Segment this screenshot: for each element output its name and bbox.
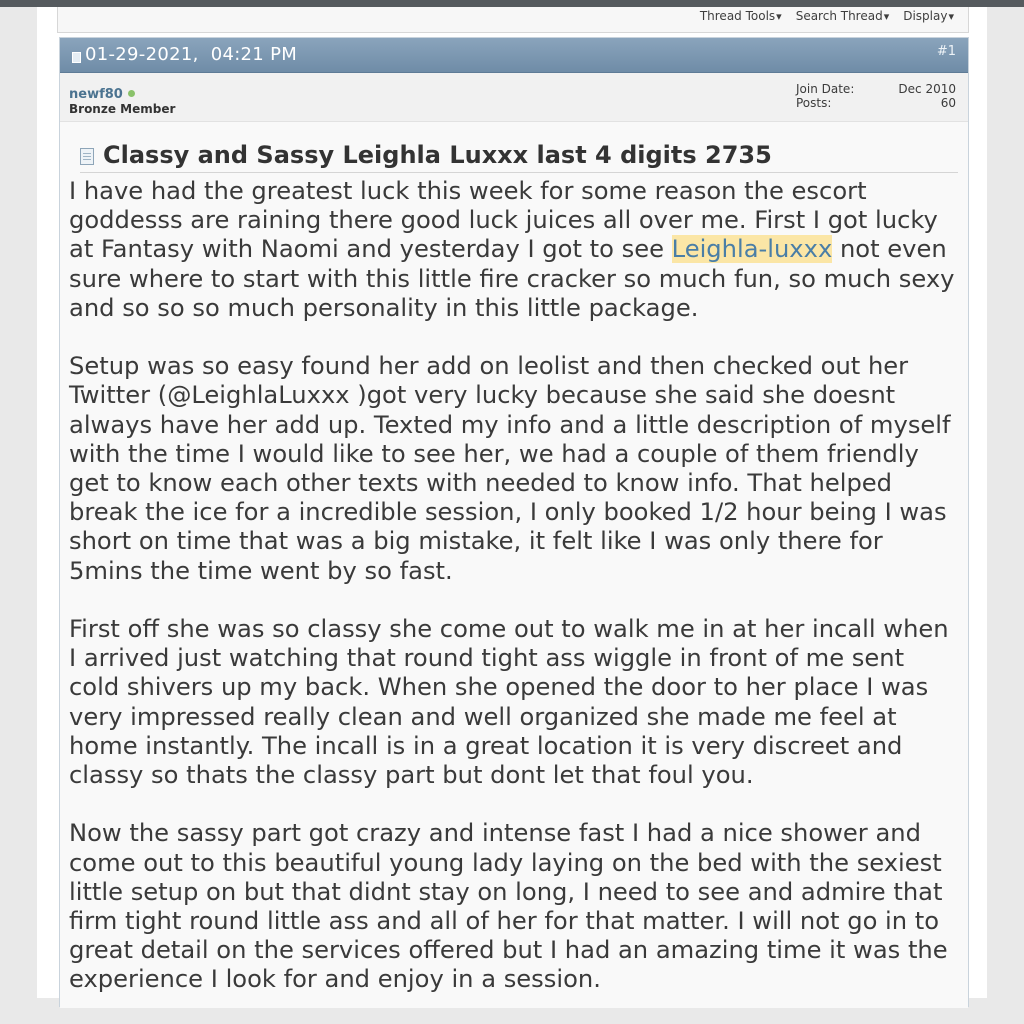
user-rank: Bronze Member <box>69 102 176 116</box>
user-info <box>60 73 968 122</box>
username[interactable]: newf80 <box>69 87 123 102</box>
paragraph-1-text-before: I have had the greatest luck this week for some reason the escort goddesss are raining there good luck juices all over me. First I got lucky at Fantasy with Naomi and yesterday I got to see <box>69 177 938 264</box>
posts-label: Posts: <box>796 96 832 110</box>
join-date-row <box>796 82 956 96</box>
message-paragraph-2: Setup was so easy found her add on leolist and then checked out her Twitter (@LeighlaLuxxx )got very lucky because she said she doesnt always have her add up. Texted my info and a little description of myself with the time I would like to see her, we had a couple of them friendly get to know each other texts with needed to know info. That helped break the ice for a incredible session, I only booked 1/2 hour being I was short on time that was a big mistake, it felt like I was only there for 5mins the time went by so fast. <box>69 352 951 585</box>
post-title-row <box>80 138 958 173</box>
join-date-value: Dec 2010 <box>898 82 956 96</box>
user-stats <box>796 82 956 110</box>
escort-profile-link[interactable]: Leighla-luxxx <box>671 235 833 264</box>
paragraph-1-text-after: not even sure where to start with this little fire cracker so much fun, so much sexy and so so so much personality in this little package. <box>69 235 955 322</box>
post-title: Classy and Sassy Leighla Luxxx last 4 digits 2735 <box>103 141 772 169</box>
browser-top-bar <box>0 0 1024 7</box>
thread-toolbar-menu <box>700 9 954 23</box>
document-icon <box>80 148 94 165</box>
message-paragraph-3: First off she was so classy she come out to walk me in at her incall when I arrived just watching that round tight ass wiggle in front of me sent cold shivers up my back. When she opened the door to her place I was very impressed really clean and well organized she made me feel at home instantly. The incall is in a great location it is very discreet and classy so thats the classy part but dont let that foul you. <box>69 615 949 790</box>
message-paragraph-4: Now the sassy part got crazy and intense fast I had a nice shower and come out to this beautiful young lady laying on the bed with the sexiest little setup on but that didnt stay on long, I need to see and admire that firm tight round little ass and all of her for that matter. I will not go in to great detail on the services offered but I had an amazing time it was the experience I look for and enjoy in a session. <box>69 819 948 994</box>
post-header <box>60 38 968 73</box>
posts-value: 60 <box>940 96 956 110</box>
search-thread-dropdown[interactable]: Search Thread ▾ <box>796 9 890 23</box>
post-body <box>60 122 968 1008</box>
username-link[interactable] <box>69 87 135 102</box>
online-status-icon <box>128 90 135 97</box>
post-message <box>69 177 961 1024</box>
post-date: 01-29-2021, <box>85 44 199 65</box>
post-datetime <box>85 44 297 65</box>
join-date-label: Join Date: <box>796 82 855 96</box>
display-dropdown[interactable]: Display ▾ <box>903 9 954 23</box>
thread-tools-dropdown[interactable]: Thread Tools ▾ <box>700 9 782 23</box>
post-status-icon <box>72 52 81 63</box>
forum-page <box>37 7 987 998</box>
thread-toolbar <box>57 7 969 33</box>
post-time: 04:21 PM <box>210 44 298 65</box>
post-number-link[interactable]: #1 <box>936 44 956 59</box>
posts-row <box>796 96 956 110</box>
forum-post <box>59 37 969 1007</box>
message-paragraph-1 <box>69 177 961 323</box>
